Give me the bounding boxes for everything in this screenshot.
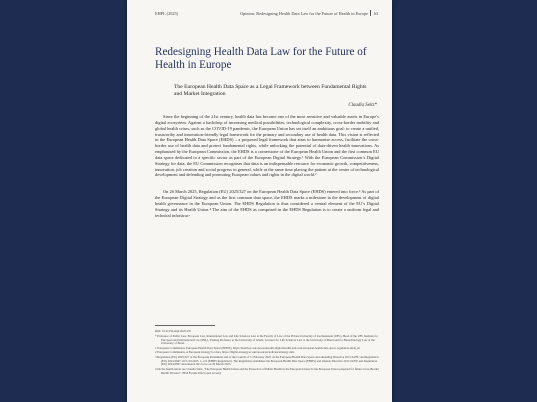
running-title: Opinion: Redesigning Health Data Law for the Future of Health in Europe [239, 11, 368, 16]
footnote: 3 Regulation (EU) 2025/327 of the European Parliament and of the Council of 11 February 2025 on the European Health Data Space and amending Directive 2011/24/EU and Regulation (EU) 2024/2847, OJ L 03.2025, 1–112 (EHDS Regulation). The Regulation establishes the European Health Data Space (EHDS) and amends Directive 2011/24/EU and Regulation (EU) 2024/2847 and entered into force on 26 March 2025. [155, 354, 379, 367]
doi-line: DOI: 10.21552/ehpl/2025/2/6 [155, 328, 191, 333]
body-paragraph: Since the beginning of the 21st century, health data has become one of the most sensitive and valuable assets in Europe’s digital ecosystem. Against a backdrop of increasing medical possibilities, technological complexity, cross-border mobility and global health crises, such as the COVID-19 pandemic, the European Union has set itself an ambitious goal: to create a unified, trustworthy and innovation-friendly legal framework for the primary and secondary use of health data. This vision is reflected in the European Health Data Space (EHDS) – a proposed legal framework that aims to harmonise access, facilitate the cross-border use of health data and protect fundamental rights, while unlocking the potential of data-driven health innovations. As emphasised by the European Commission, the EHDS is a cornerstone of the European Health Union and the first common EU data space dedicated to a specific sector as part of the European Digital Strategy.¹ With the European Commission’s Digital Strategy for data, the EU Commission recognises that data is an indispensable resource for economic growth, competitiveness, innovation, job creation and social progress in general, while at the same time placing the patient at the centre of technological development and defending and promoting European values and rights in the digital world.² [155, 114, 379, 178]
body-paragraph: On 26 March 2025, Regulation (EU) 2025/327 on the European Health Data Space (EHDS) entered into force.³ As part of the European Digital Strategy and as the first common data space, the EHDS marks a milestone in the development of digital health governance in the European Union. The EHDS Regulation is thus considered a central element of the EU’s Digital Strategy and its Health Union.⁴ The aim of the EHDS as comprised in the EHDS Regulation is to create a uniform legal and technical infrastruc- [155, 189, 379, 218]
article-title: Redesigning Health Data Law for the Future of Health in Europe [155, 46, 367, 71]
footnote: 4 On the health union see Claudia Seitz, ‘The European Health Union and the Protection of Public Health in the European Union: Is the European Union prepared for future Cross-Border Health Threats?’, EEA Forum 2022 (open access). [155, 367, 379, 375]
article-subtitle: The European Health Data Space as a Legal Framework between Fundamental Rights and Market Integration [174, 84, 367, 98]
article-body [155, 114, 379, 219]
footnote: * Professor of Public Law, European Law, International Law and Life Sciences Law at the Faculty of Law of the Private University of Liechtenstein (UFL), Head of the UFL Institute for European and International Law (IEIL), Visiting Professor at the University of Ghent, Lecturer for Life Sciences Law at the University of Basel and for Biotechnology Law at the University of Bonn. [155, 333, 379, 346]
page-number: 63 [373, 11, 378, 16]
document-page [127, 0, 392, 402]
journal-name: EHPL (2025) [155, 11, 179, 16]
footnotes [155, 325, 379, 376]
footnote: 1 European Commission, European Health Data Space (EHDS), https://health.ec.europa.eu/ehealth-digital-health-and-care/european-health-data-space-regulation-ehds_en [155, 345, 361, 350]
footnote-rule [155, 325, 215, 326]
author-name: Claudia Seitz* [348, 103, 377, 108]
header-divider [370, 10, 371, 16]
footnote: 2 European Commission, A European strategy for data, https://digital-strategy.ec.europa.eu/en/policies/strategy-data [155, 350, 295, 355]
